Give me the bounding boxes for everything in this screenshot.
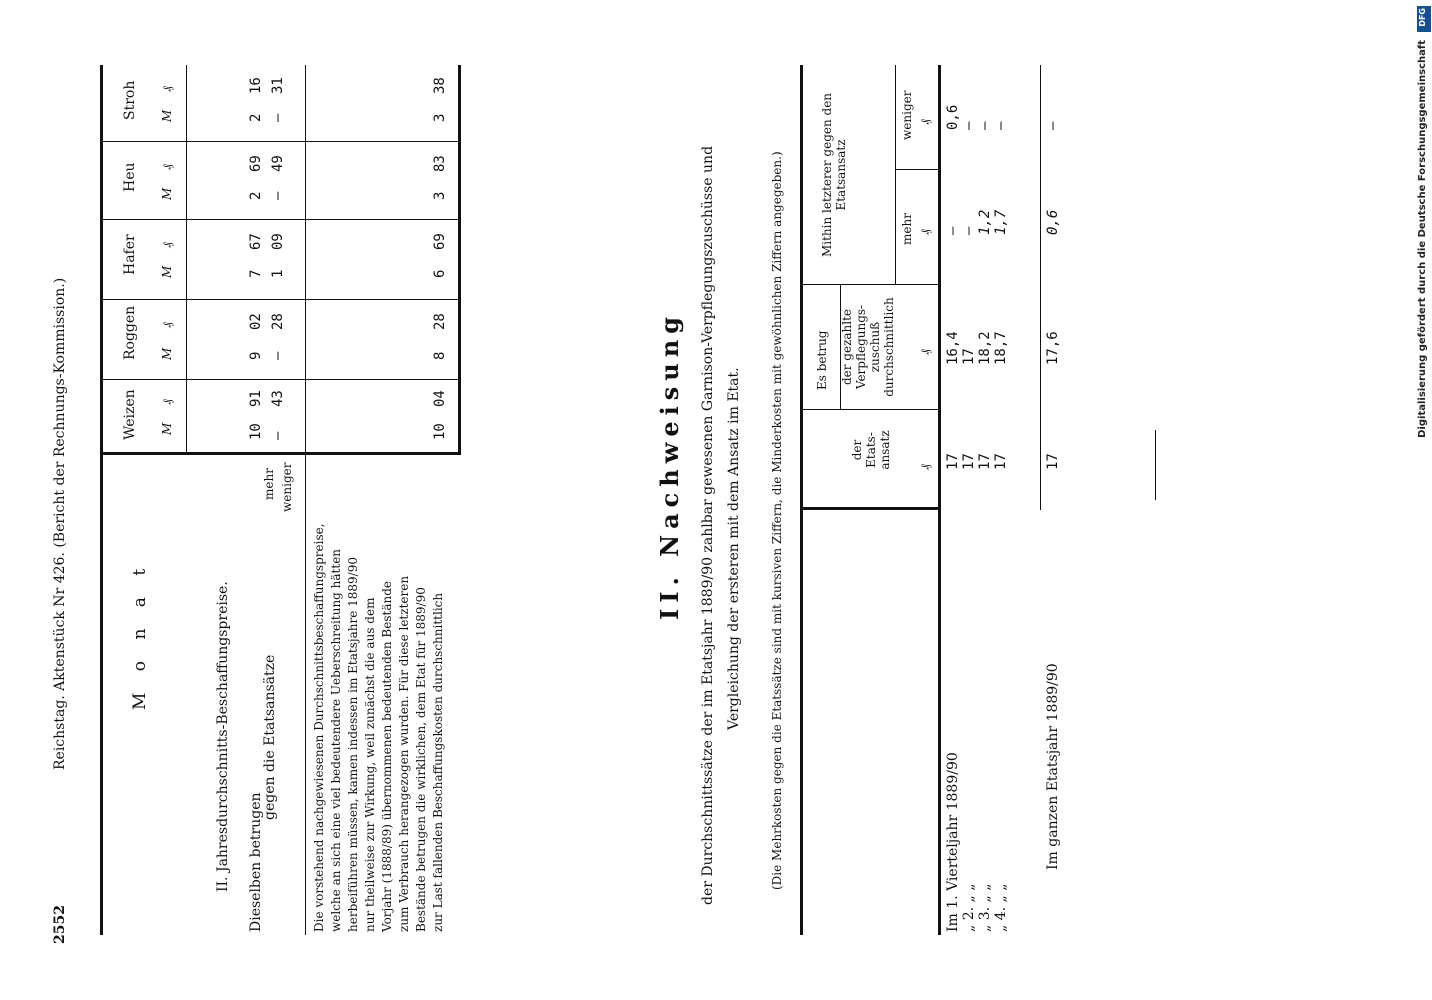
table-row-label: „ 3. „ „ <box>977 883 993 932</box>
divider <box>1155 430 1156 500</box>
col-weniger-header: weniger <box>900 90 914 140</box>
table-row-label: Im 1. Vierteljahr 1889/90 <box>945 752 961 932</box>
col-hafer: Hafer <box>122 234 138 275</box>
cell: 38 <box>432 77 448 94</box>
cell: 3 <box>432 113 448 122</box>
unit-m: M <box>160 265 174 278</box>
section2-subtitle: Vergleichung der ersteren mit dem Ansatz im Etat. <box>726 367 742 730</box>
page-number: 2552 <box>52 905 68 944</box>
note-line: Die vorstehend nachgewiesenen Durchschnittsbeschaffungspreise, <box>312 523 326 932</box>
unit-pf: ₰ <box>160 322 174 328</box>
running-title: Reichstag. Aktenstück Nr 426. (Bericht der Rechnungs-Kommission.) <box>52 277 68 770</box>
col-mithin-header: Mithin letzterer gegen den Etatsansatz <box>820 92 848 258</box>
cell: — <box>993 121 1009 130</box>
cell: 69 <box>432 233 448 250</box>
cell: 67 <box>248 233 264 250</box>
table1-col-divider <box>100 219 460 220</box>
cell: 83 <box>432 155 448 172</box>
unit-pf: ₰ <box>160 242 174 248</box>
cell: 3 <box>432 191 448 200</box>
table-row-label: „ 2. „ „ <box>961 883 977 932</box>
unit-pf: ₰ <box>918 119 932 125</box>
cell: — <box>945 226 961 235</box>
cell: 0,6 <box>1045 209 1061 235</box>
dfg-logo <box>1417 6 1431 32</box>
col-weizen: Weizen <box>122 389 138 440</box>
cell: 17 <box>961 348 977 365</box>
mehr-label: mehr <box>262 468 276 500</box>
cell: 7 <box>248 269 264 278</box>
table2-col-divider <box>800 284 940 285</box>
col-stroh: Stroh <box>122 80 138 120</box>
table1-top-rule <box>100 65 103 935</box>
unit-pf: ₰ <box>918 349 932 355</box>
table2-bottom-rule <box>938 65 941 935</box>
cell: 43 <box>270 390 286 407</box>
cell: — <box>1045 121 1061 130</box>
weniger-label: weniger <box>280 462 294 512</box>
cell: — <box>270 351 286 360</box>
unit-pf: ₰ <box>918 464 932 470</box>
cell: 8 <box>432 351 448 360</box>
cell: 10 <box>248 423 264 440</box>
cell: — <box>977 121 993 130</box>
cell: 2 <box>248 113 264 122</box>
note-line: herbeiführen müssen, kamen indessen im Etatsjahre 1889/90 <box>346 557 360 932</box>
cell: 69 <box>248 155 264 172</box>
cell: 17 <box>1045 453 1061 470</box>
row-label: Dieselben betrugen <box>248 792 264 932</box>
cell: 17 <box>993 453 1009 470</box>
table-row-label: „ 4. „ „ <box>993 883 1009 932</box>
note-line: zur Last fallenden Beschaffungskosten durchschnittlich <box>431 592 445 932</box>
unit-m: M <box>160 422 174 435</box>
cell: 18,7 <box>993 331 1009 365</box>
table2-subhead-rule <box>895 65 896 285</box>
cell: 10 <box>432 423 448 440</box>
es-betrug: Es betrug <box>815 330 829 390</box>
table2-top-rule <box>800 65 803 935</box>
cell: 28 <box>432 313 448 330</box>
cell: 17,6 <box>1045 331 1061 365</box>
cell: 04 <box>432 390 448 407</box>
cell: 2 <box>248 191 264 200</box>
digitization-note: Digitalisierung gefördert durch die Deutsche Forschungsgemeinschaft <box>1417 40 1428 438</box>
unit-pf: ₰ <box>160 399 174 405</box>
table1-label-divider <box>100 452 460 455</box>
section2-subtitle: der Durchschnittssätze der im Etatsjahr 1889/90 zahlbar gewesenen Garnison-Verpflegungszuschüsse und <box>700 145 716 905</box>
cell: 91 <box>248 390 264 407</box>
cell: — <box>270 431 286 440</box>
unit-pf: ₰ <box>160 86 174 92</box>
cell: 1,7 <box>993 209 1009 235</box>
cell: 31 <box>270 77 286 94</box>
table2-col-divider <box>800 409 940 410</box>
cell: 02 <box>248 313 264 330</box>
table1-header-rule <box>186 65 187 455</box>
table2-label-divider <box>800 507 940 510</box>
section2-note: (Die Mehrkosten gegen die Etatssätze sind mit kursiven Ziffern, die Minderkosten mit gewöhnlichen Ziffern angegeben.) <box>770 151 784 890</box>
cell: — <box>961 121 977 130</box>
table1-col-divider <box>100 299 460 300</box>
cell: 17 <box>961 453 977 470</box>
cell: 17 <box>977 453 993 470</box>
col-heu: Heu <box>122 162 138 192</box>
cell: — <box>961 226 977 235</box>
table2-total-rule <box>1040 65 1041 510</box>
cell: 16,4 <box>945 331 961 365</box>
table1-bottom-rule <box>458 65 461 455</box>
col-roggen: Roggen <box>122 305 138 360</box>
table1-col-divider <box>100 379 460 380</box>
cell: 49 <box>270 155 286 172</box>
cell: 09 <box>270 233 286 250</box>
cell: 9 <box>248 351 264 360</box>
unit-pf: ₰ <box>918 229 932 235</box>
cell: 28 <box>270 313 286 330</box>
unit-m: M <box>160 347 174 360</box>
cell: — <box>270 113 286 122</box>
table2-col-divider <box>895 169 940 170</box>
row-label: gegen die Etatsansätze <box>262 654 278 820</box>
table1-body-rule <box>305 65 306 935</box>
cell: 17 <box>945 453 961 470</box>
cell: 16 <box>248 77 264 94</box>
col-gezahlt-header: der gezahlte Verpflegungs-zuschuß durchschnittlich <box>840 297 896 397</box>
section-title: II. Jahresdurchschnitts-Beschaffungspreise. <box>215 581 231 892</box>
month-header: M o n a t <box>130 560 150 710</box>
note-line: welche an sich eine viel bedeutendere Ueberschreitung hätten <box>329 548 343 932</box>
total-label: Im ganzen Etatsjahr 1889/90 <box>1045 663 1061 870</box>
cell: 1 <box>270 269 286 278</box>
note-line: Vorjahr (1888/89) übernommenen bedeutenden Bestände <box>380 581 394 932</box>
cell: — <box>270 191 286 200</box>
note-line: Bestände betrugen die wirklichen, dem Etat für 1889/90 <box>414 587 428 932</box>
unit-m: M <box>160 109 174 122</box>
note-line: zum Verbrauch herangezogen wurden. Für diese letzteren <box>397 575 411 932</box>
cell: 0,6 <box>945 104 961 130</box>
cell: 6 <box>432 269 448 278</box>
unit-m: M <box>160 187 174 200</box>
unit-pf: ₰ <box>160 164 174 170</box>
dfg-logo-text: DFG <box>1418 8 1427 27</box>
table1-col-divider <box>100 141 460 142</box>
cell: 1,2 <box>977 209 993 235</box>
cell: 18,2 <box>977 331 993 365</box>
col-etat-header: der Etats-ansatz <box>850 430 892 470</box>
section2-title: II. Nachweisung <box>655 311 684 620</box>
note-line: nur theilweise zur Wirkung, weil zunächst die aus dem <box>363 597 377 932</box>
col-mehr-header: mehr <box>900 213 914 245</box>
